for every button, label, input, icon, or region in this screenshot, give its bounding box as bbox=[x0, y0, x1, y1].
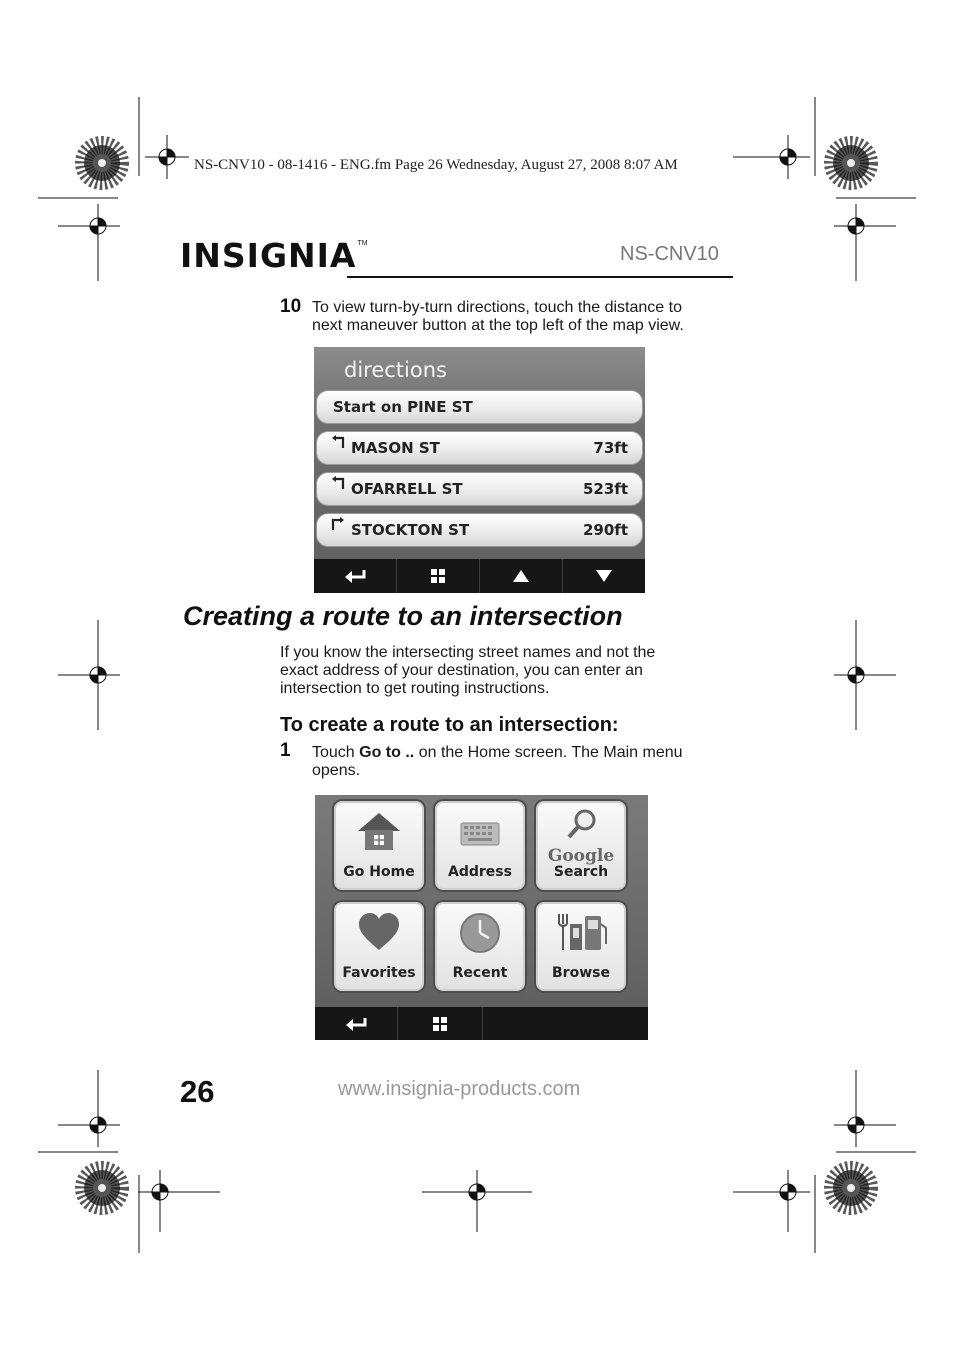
main-menu-screenshot bbox=[315, 795, 648, 1040]
header-rule bbox=[347, 276, 733, 278]
directions-screenshot bbox=[314, 347, 645, 593]
brand-name: INSIGNIA bbox=[180, 236, 357, 275]
model-number: NS-CNV10 bbox=[620, 243, 719, 265]
trademark: TM bbox=[357, 240, 368, 247]
clock-icon bbox=[459, 912, 501, 954]
procedure-title: To create a route to an intersection: bbox=[280, 714, 619, 736]
tile-label: Browse bbox=[552, 965, 610, 981]
tile-label: Favorites bbox=[342, 965, 416, 981]
direction-distance: 290ft bbox=[582, 521, 628, 539]
poi-icon bbox=[554, 912, 608, 952]
step-1-line-2: opens. bbox=[312, 762, 361, 779]
menu-navbar bbox=[315, 1007, 648, 1040]
step-1-pre: Touch bbox=[312, 744, 360, 761]
scroll-up-button[interactable] bbox=[480, 559, 563, 593]
direction-street: OFARRELL ST bbox=[351, 480, 463, 498]
tile-label: Recent bbox=[452, 965, 508, 981]
back-button[interactable] bbox=[315, 1007, 398, 1040]
navbar-empty-area bbox=[483, 1007, 648, 1040]
favorites-tile[interactable] bbox=[334, 902, 424, 991]
direction-distance: 73ft bbox=[593, 439, 628, 457]
direction-row[interactable] bbox=[316, 513, 643, 547]
google-wordmark: Google bbox=[547, 846, 615, 866]
step-10-line-2: next maneuver button at the top left of the map view. bbox=[312, 317, 684, 334]
go-home-tile[interactable] bbox=[334, 801, 424, 890]
direction-row[interactable] bbox=[316, 431, 643, 465]
step-1-line-1 bbox=[312, 744, 683, 762]
grid-menu-icon bbox=[433, 1017, 447, 1031]
direction-distance: 523ft bbox=[582, 480, 628, 498]
heart-icon bbox=[357, 912, 401, 952]
browse-tile[interactable] bbox=[536, 902, 626, 991]
step-1-text bbox=[312, 744, 683, 780]
direction-street: Start on PINE ST bbox=[333, 398, 473, 416]
section-intro bbox=[280, 644, 655, 698]
step-1-post: on the Home screen. The Main menu bbox=[414, 744, 683, 761]
grid-menu-icon bbox=[431, 569, 445, 583]
back-button[interactable] bbox=[314, 559, 397, 593]
direction-street: MASON ST bbox=[351, 439, 440, 457]
step-1-command: Go to .. bbox=[359, 744, 415, 761]
footer-url: www.insignia-products.com bbox=[338, 1078, 581, 1100]
direction-street: STOCKTON ST bbox=[351, 521, 470, 539]
step-10-line-1: To view turn-by-turn directions, touch the distance to bbox=[312, 299, 682, 316]
section-title: Creating a route to an intersection bbox=[183, 601, 623, 631]
direction-row[interactable] bbox=[316, 390, 643, 424]
step-number-10: 10 bbox=[280, 296, 302, 317]
intro-line-3: intersection to get routing instructions. bbox=[280, 680, 550, 697]
magnifier-icon bbox=[561, 809, 601, 839]
directions-navbar bbox=[314, 559, 645, 593]
address-tile[interactable] bbox=[435, 801, 525, 890]
scroll-down-icon bbox=[596, 570, 612, 582]
step-number-1: 1 bbox=[280, 740, 291, 761]
tile-label: Address bbox=[448, 864, 512, 880]
tile-label: Search bbox=[553, 864, 609, 880]
brand-logo bbox=[180, 236, 367, 282]
back-arrow-icon bbox=[344, 569, 366, 583]
step-10-text bbox=[312, 299, 684, 335]
recent-tile[interactable] bbox=[435, 902, 525, 991]
turn-right-icon bbox=[331, 516, 345, 530]
print-slug: NS-CNV10 - 08-1416 - ENG.fm Page 26 Wednesday, August 27, 2008 8:07 AM bbox=[194, 157, 678, 173]
intro-line-2: exact address of your destination, you can enter an bbox=[280, 662, 643, 679]
menu-button[interactable] bbox=[397, 559, 480, 593]
tile-label: Go Home bbox=[343, 864, 415, 880]
intro-line-1: If you know the intersecting street names and not the bbox=[280, 644, 656, 661]
turn-left-icon bbox=[331, 475, 345, 489]
directions-title: directions bbox=[344, 358, 447, 382]
scroll-down-button[interactable] bbox=[563, 559, 645, 593]
scroll-up-icon bbox=[513, 570, 529, 582]
keyboard-icon bbox=[457, 811, 503, 847]
google-search-tile[interactable] bbox=[536, 801, 626, 890]
tile-label-group bbox=[538, 848, 624, 880]
house-icon bbox=[356, 811, 402, 851]
page-number: 26 bbox=[180, 1074, 215, 1109]
menu-button[interactable] bbox=[398, 1007, 483, 1040]
back-arrow-icon bbox=[345, 1017, 367, 1031]
direction-row[interactable] bbox=[316, 472, 643, 506]
turn-left-icon bbox=[331, 434, 345, 448]
